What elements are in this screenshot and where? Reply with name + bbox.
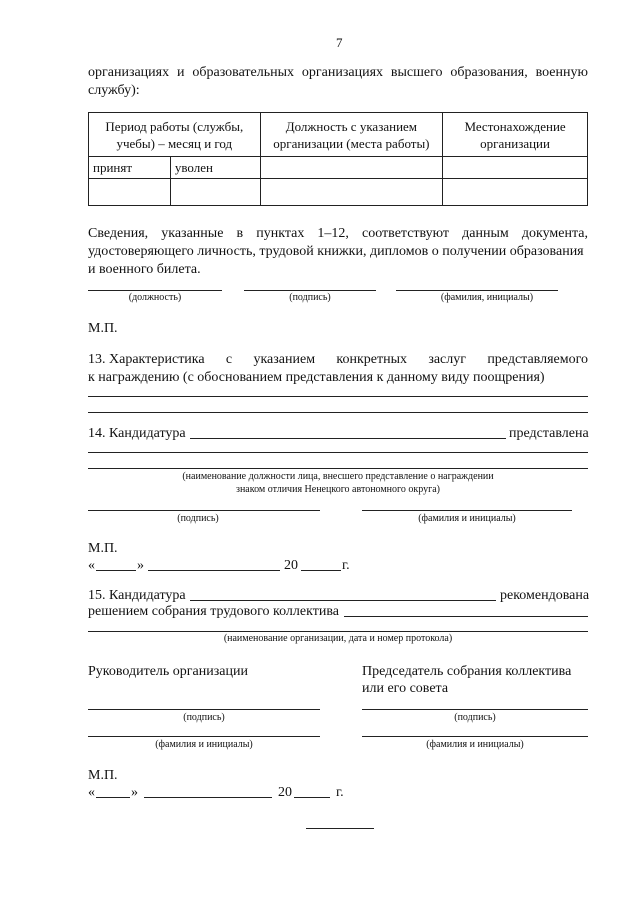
header-position: Должность с указанием организации (места работы) [260,113,443,157]
cell-empty[interactable] [170,179,260,206]
s15-suffix: рекомендована [500,588,590,603]
s14-stamp-place: М.П. [88,541,118,556]
cell-empty[interactable] [443,179,588,206]
s15-collective-line[interactable] [344,616,588,617]
s14-day-line[interactable] [96,570,136,571]
caption-position: (должность) [128,292,182,303]
bottom-day-line[interactable] [96,797,130,798]
info-line-2: удостоверяющего личность, трудовой книжки, дипломов о получении образования [88,244,584,259]
employment-table [88,112,588,206]
head-name-line[interactable] [88,736,320,737]
bottom-year-prefix: 20 [278,785,292,800]
s14-label: 14. Кандидатура [88,426,186,441]
bottom-date-open: « [88,785,95,800]
s14-caption-2: знаком отличия Ненецкого автономного округа) [236,484,440,495]
s14-caption-signature: (подпись) [177,513,219,524]
header-location: Местонахождение организации [443,113,588,157]
s14-year-line[interactable] [301,570,341,571]
s14-candidate-line[interactable] [190,438,506,439]
cell-empty[interactable] [260,157,443,179]
s13-fill-line[interactable] [88,396,588,397]
chair-caption-signature: (подпись) [454,712,496,723]
s14-caption-name: (фамилия и инициалы) [418,513,516,524]
header-period: Период работы (службы, учебы) – месяц и год [89,113,261,157]
bottom-year-suffix: г. [336,785,344,800]
signature-line[interactable] [244,290,376,291]
name-line[interactable] [396,290,558,291]
s14-year-prefix: 20 [284,558,298,573]
s15-line-2: решением собрания трудового коллектива [88,604,339,619]
head-caption-name: (фамилия и инициалы) [155,739,253,750]
s15-fill-line[interactable] [88,631,588,632]
s14-date-close: » [137,558,144,573]
s15-candidate-line[interactable] [190,600,496,601]
bottom-date-close: » [131,785,138,800]
chair-caption-name: (фамилия и инициалы) [426,739,524,750]
cell-empty[interactable] [89,179,171,206]
head-caption-signature: (подпись) [183,712,225,723]
chair-title-2: или его совета [362,681,449,696]
bottom-stamp-place: М.П. [88,768,118,783]
subheader-hired: принят [89,157,171,179]
s15-caption: (наименование организации, дата и номер протокола) [223,633,453,644]
intro-line-1: организациях и образовательных организациях высшего образования, военную [88,65,588,80]
s13-line-2: к награждению (с обоснованием представления к данному виду поощрения) [88,370,545,385]
chair-name-line[interactable] [362,736,588,737]
s14-fill-line[interactable] [88,452,588,453]
s14-signature-line[interactable] [88,510,320,511]
cell-empty[interactable] [260,179,443,206]
intro-line-2: службу): [88,83,140,98]
cell-empty[interactable] [443,157,588,179]
s14-fill-line[interactable] [88,468,588,469]
s14-suffix: представлена [509,426,589,441]
caption-signature: (подпись) [289,292,331,303]
caption-name: (фамилия, инициалы) [440,292,534,303]
s15-label: 15. Кандидатура [88,588,186,603]
s14-date-open: « [88,558,95,573]
head-signature-line[interactable] [88,709,320,710]
s13-fill-line[interactable] [88,412,588,413]
subheader-fired: уволен [170,157,260,179]
position-line[interactable] [88,290,222,291]
s13-line-1: 13. Характеристика с указанием конкретных заслуг представляемого [88,352,588,367]
head-title: Руководитель организации [88,664,248,679]
chair-signature-line[interactable] [362,709,588,710]
bottom-month-line[interactable] [144,797,272,798]
info-line-3: и военного билета. [88,262,201,277]
s14-month-line[interactable] [148,570,280,571]
stamp-place: М.П. [88,321,118,336]
s14-year-suffix: г. [342,558,350,573]
chair-title-1: Председатель собрания коллектива [362,664,572,679]
s14-name-line[interactable] [362,510,572,511]
s14-caption-1: (наименование должности лица, внесшего представление о награждении [182,471,494,482]
bottom-year-line[interactable] [294,797,330,798]
info-line-1: Сведения, указанные в пунктах 1–12, соответствуют данным документа, [88,226,588,241]
end-separator [306,828,374,829]
page-number: 7 [336,35,343,50]
